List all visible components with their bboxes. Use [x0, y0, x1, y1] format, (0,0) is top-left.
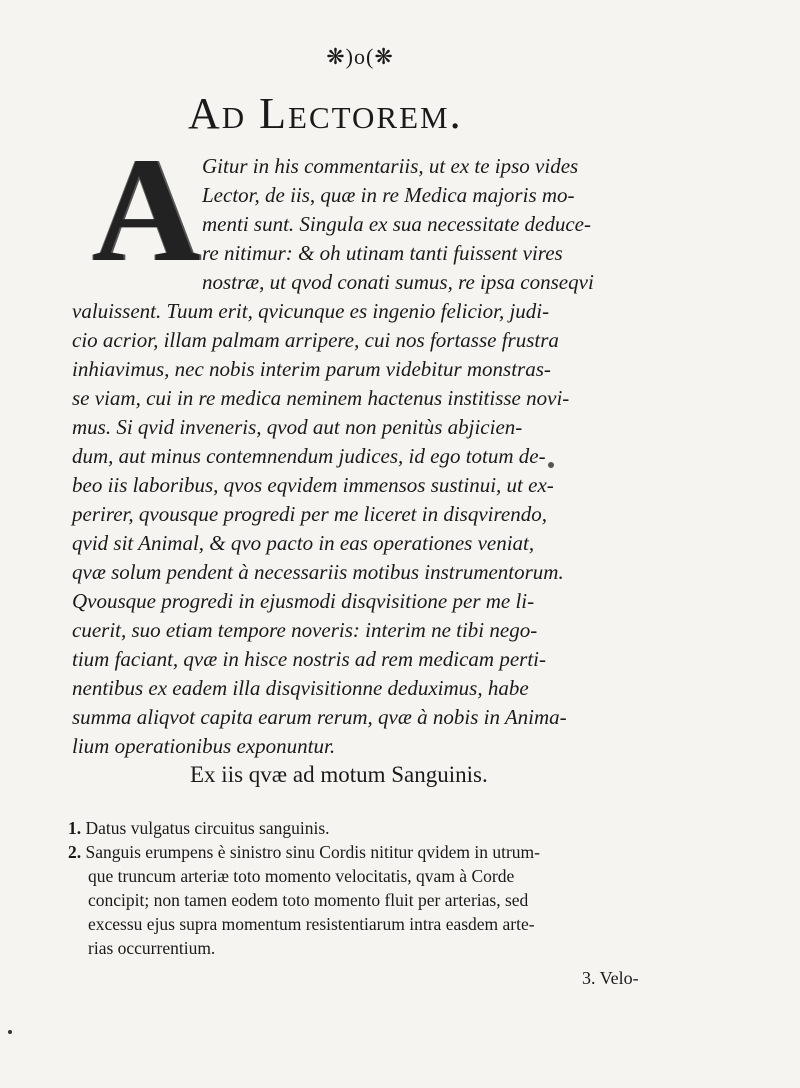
- item-text: Sanguis erumpens è sinistro sinu Cordis nititur qvidem in utrum-: [85, 842, 540, 862]
- text-line: dum, aut minus contemnendum judices, id ego totum de-: [72, 444, 546, 468]
- item-text-line: concipit; non tamen eodem toto momento fluit per arterias, sed: [88, 890, 529, 910]
- text-line: beo iis laboribus, qvos eqvidem immensos sustinui, ut ex-: [72, 473, 554, 497]
- text-line: nentibus ex eadem illa disqvisitionne deduximus, habe: [72, 676, 529, 700]
- ink-speck: [8, 1030, 12, 1034]
- drop-cap-initial: A: [92, 127, 201, 293]
- page-title: Ad Lectorem.: [188, 89, 463, 138]
- text-line: valuissent. Tuum erit, qvicunque es ingenio felicior, judi-: [72, 299, 550, 323]
- item-number: 1.: [68, 818, 82, 838]
- ink-speck: [548, 462, 554, 468]
- text-line: tium faciant, qvæ in hisce nostris ad rem medicam perti-: [72, 647, 546, 671]
- text-line: inhiavimus, nec nobis interim parum videbitur monstras-: [72, 357, 551, 381]
- text-line: re nitimur: & oh utinam tanti fuissent vires: [202, 241, 563, 265]
- item-text-line: rias occurrentium.: [88, 938, 216, 958]
- section-heading: Ex iis qvæ ad motum Sanguinis.: [190, 762, 488, 787]
- text-line: Gitur in his commentariis, ut ex te ipso vides: [202, 154, 579, 178]
- text-line: menti sunt. Singula ex sua necessitate deduce-: [202, 212, 591, 236]
- item-text: Datus vulgatus circuitus sanguinis.: [85, 818, 330, 838]
- text-line: Lector, de iis, quæ in re Medica majoris mo-: [202, 183, 575, 207]
- text-line: summa aliqvot capita earum rerum, qvæ à nobis in Anima-: [72, 705, 567, 729]
- text-line: qvæ solum pendent à necessariis motibus instrumentorum.: [72, 560, 564, 584]
- text-line: lium operationibus exponuntur.: [72, 734, 336, 758]
- list-item: [68, 840, 540, 864]
- item-text-line: excessu ejus supra momentum resistentiarum intra easdem arte-: [88, 914, 535, 934]
- header-ornament: ❋)o(❋: [326, 44, 394, 69]
- text-line: Qvousque progredi in ejusmodi disqvisitione per me li-: [72, 589, 535, 613]
- text-line: se viam, cui in re medica neminem hactenus institisse novi-: [72, 386, 570, 410]
- list-item: [68, 816, 330, 840]
- text-line: nostræ, ut qvod conati sumus, re ipsa conseqvi: [202, 270, 594, 294]
- item-number: 2.: [68, 842, 82, 862]
- text-line: perirer, qvousque progredi per me liceret in disqvirendo,: [72, 502, 547, 526]
- text-line: cio acrior, illam palmam arripere, cui nos fortasse frustra: [72, 328, 559, 352]
- catchword: 3. Velo-: [582, 968, 639, 988]
- item-text-line: que truncum arteriæ toto momento velocitatis, qvam à Corde: [88, 866, 515, 886]
- text-line: qvid sit Animal, & qvo pacto in eas operationes veniat,: [72, 531, 535, 555]
- text-line: cuerit, suo etiam tempore noveris: interim ne tibi nego-: [72, 618, 538, 642]
- text-line: mus. Si qvid inveneris, qvod aut non penitùs abjicien-: [72, 415, 523, 439]
